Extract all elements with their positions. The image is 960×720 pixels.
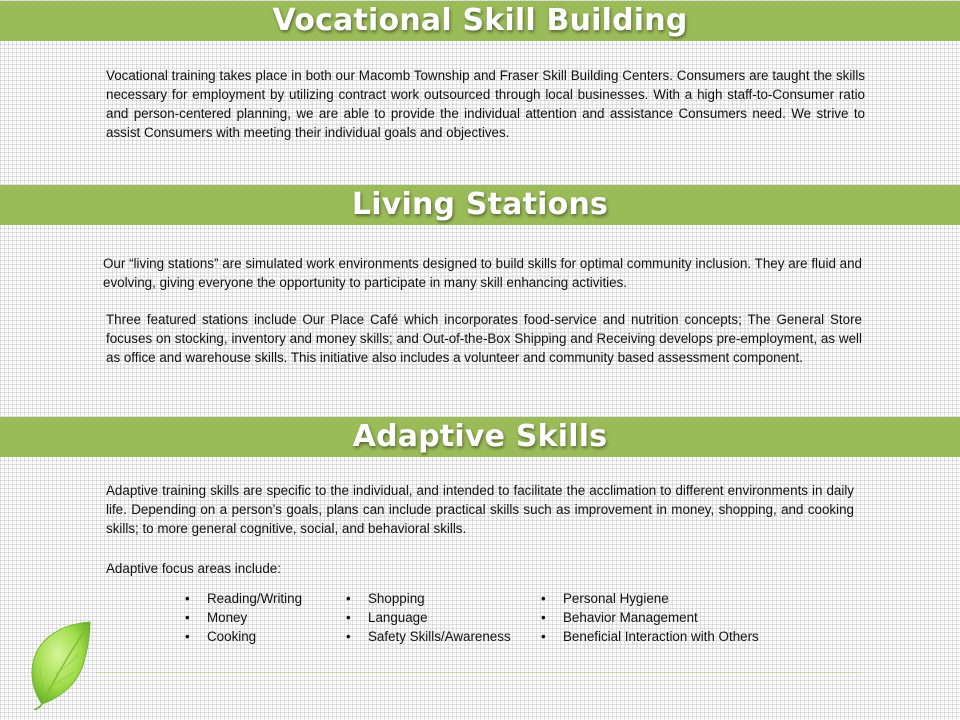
list-item: • Reading/Writing (183, 589, 302, 608)
focus-list-column-3 (539, 589, 759, 646)
list-item: • Cooking (183, 627, 302, 646)
section-title-adaptive-skills: Adaptive Skills (0, 417, 960, 457)
list-item: • Beneficial Interaction with Others (539, 627, 759, 646)
living-stations-paragraph: Three featured stations include Our Place Café which incorporates food-service and nutrition concepts; The General Store focuses on stocking, inventory and money skills; and Out-of-the-Box Shipping and Receiving develops pre-employment, as well as office and warehouse skills. This initiative also includes a volunteer and community based assessment component. (106, 312, 862, 365)
focus-list-column-2 (344, 589, 511, 646)
list-item: • Language (344, 608, 511, 627)
vocational-paragraph: Vocational training takes place in both our Macomb Township and Fraser Skill Building Centers. Consumers are taught the skills necessary for employment by utilizing contract work outsourced through local businesses. With a high staff-to-Consumer ratio and person-centered planning, we are able to provide the individual attention and assistance Consumers need. We strive to assist Consumers with meeting their individual goals and objectives. (106, 68, 865, 140)
focus-areas-label: Adaptive focus areas include: (106, 561, 281, 576)
list-item: • Money (183, 608, 302, 627)
list-item: • Behavior Management (539, 608, 759, 627)
focus-list-column-1 (183, 589, 302, 646)
list-item: • Shopping (344, 589, 511, 608)
list-item: • Safety Skills/Awareness (344, 627, 511, 646)
leaf-icon (20, 618, 100, 710)
footer-divider (96, 672, 860, 673)
section-title-living-stations: Living Stations (0, 185, 960, 225)
section-title-vocational: Vocational Skill Building (0, 1, 960, 41)
living-stations-intro: Our “living stations” are simulated work environments designed to build skills for optimal community inclusion. They are fluid and evolving, giving everyone the opportunity to participate in many skill enhancing activities. (103, 256, 862, 290)
list-item: • Personal Hygiene (539, 589, 759, 608)
adaptive-paragraph: Adaptive training skills are specific to the individual, and intended to facilitate the acclimation to different environments in daily life. Depending on a person’s goals, plans can include practical skills such as improvement in money, shopping, and cooking skills; to more general cognitive, social, and behavioral skills. (106, 483, 854, 536)
